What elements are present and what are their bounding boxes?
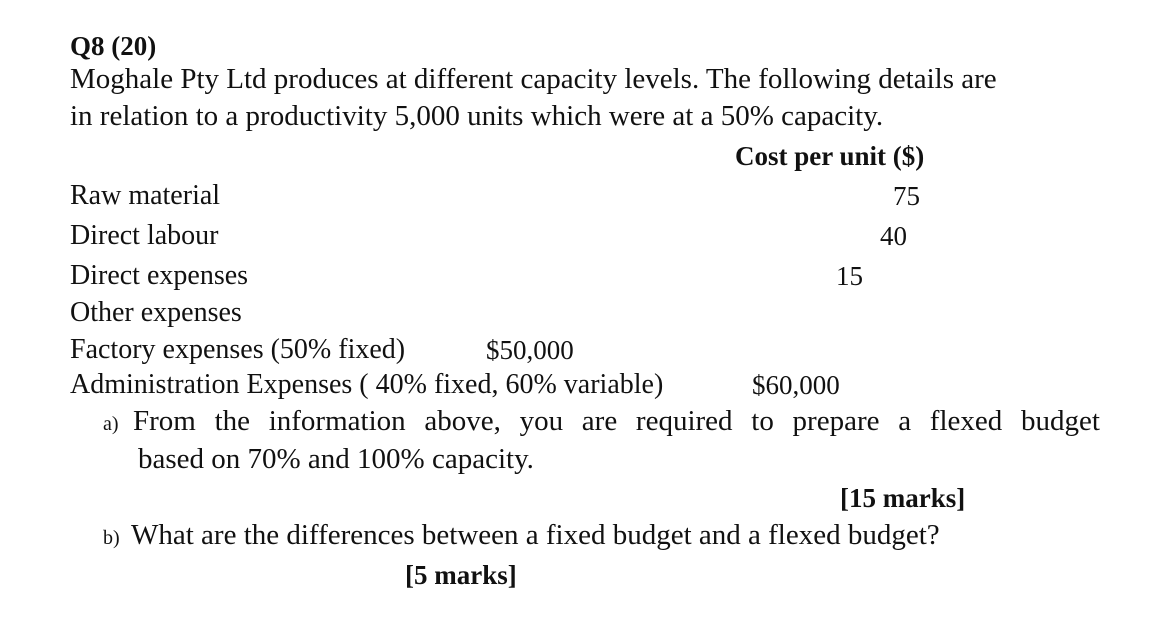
part-a-word: you — [519, 405, 564, 437]
other-expenses-label: Other expenses — [70, 297, 242, 328]
intro-line-2: in relation to a productivity 5,000 units which were at a 50% capacity. — [70, 100, 884, 132]
part-a-word: budget — [1020, 405, 1100, 437]
part-a-line-1 — [133, 407, 1100, 436]
direct-labour-value: 40 — [880, 221, 907, 251]
administration-expenses-value: $60,000 — [752, 370, 840, 400]
raw-material-label: Raw material — [70, 180, 221, 211]
part-a-line-2: based on 70% and 100% capacity. — [138, 443, 534, 475]
part-a-word: are — [581, 405, 618, 437]
part-a-word: From — [133, 405, 196, 437]
part-a-word: a — [898, 405, 912, 437]
part-a-word: required — [635, 405, 733, 437]
intro-line-1: Moghale Pty Ltd produces at different capacity levels. The following details are — [70, 63, 997, 95]
direct-labour-label: Direct labour — [70, 220, 219, 251]
part-a-marks: [15 marks] — [840, 483, 966, 513]
direct-expenses-value: 15 — [836, 261, 863, 291]
part-a-marker: a) — [103, 413, 119, 435]
factory-expenses-value: $50,000 — [486, 335, 574, 365]
cost-column-header: Cost per unit ($) — [735, 141, 925, 171]
question-title: Q8 (20) — [70, 31, 157, 61]
raw-material-value: 75 — [893, 181, 920, 211]
part-b-question: What are the differences between a fixed budget and a flexed budget? — [131, 519, 940, 551]
part-a-word: information — [268, 405, 406, 437]
part-b-marks: [5 marks] — [405, 560, 517, 590]
part-b-marker: b) — [103, 527, 120, 549]
part-a-word: above, — [424, 405, 501, 437]
part-a-word: flexed — [929, 405, 1003, 437]
factory-expenses-label: Factory expenses (50% fixed) — [70, 334, 406, 365]
part-a-word: to — [751, 405, 774, 437]
direct-expenses-label: Direct expenses — [70, 260, 249, 291]
part-a-word: prepare — [792, 405, 880, 437]
administration-expenses-label: Administration Expenses ( 40% fixed, 60% variable) — [70, 369, 664, 400]
part-a-word: the — [214, 405, 250, 437]
